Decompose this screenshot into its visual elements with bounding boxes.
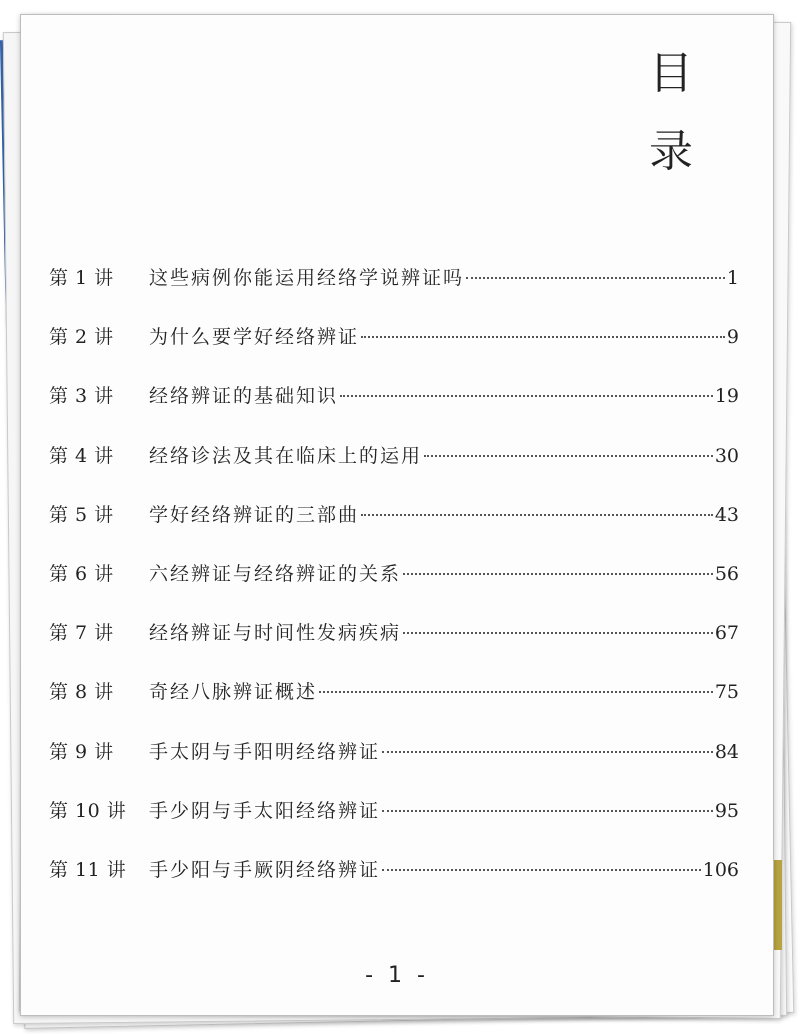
toc-entry xyxy=(49,855,739,914)
toc-page-number: 67 xyxy=(714,622,739,645)
toc-page-number: 95 xyxy=(714,799,739,822)
toc-leader xyxy=(340,395,713,397)
toc-entry xyxy=(49,796,739,855)
toc-page-number: 84 xyxy=(714,740,739,763)
toc-chapter: 第 10 讲 xyxy=(49,799,127,822)
toc-title: 手太阴与手阳明经络辨证 xyxy=(149,740,381,763)
toc-chapter: 第 11 讲 xyxy=(49,858,127,881)
toc-entry xyxy=(49,263,739,322)
toc-leader xyxy=(424,455,713,457)
toc-title: 经络辨证的基础知识 xyxy=(149,385,339,408)
table-of-contents xyxy=(49,263,739,914)
toc-leader xyxy=(319,691,713,693)
toc-title: 这些病例你能运用经络学说辨证吗 xyxy=(149,267,465,289)
toc-title: 为什么要学好经络辨证 xyxy=(149,326,360,349)
toc-leader xyxy=(361,514,713,516)
toc-chapter: 第 8 讲 xyxy=(49,681,114,704)
toc-entry xyxy=(49,322,739,381)
toc-leader xyxy=(466,277,725,279)
toc-chapter: 第 1 讲 xyxy=(49,267,114,289)
toc-page-number: 9 xyxy=(726,326,739,349)
toc-entry xyxy=(49,618,739,677)
toc-leader xyxy=(382,869,701,871)
toc-page-number: 1 xyxy=(726,267,739,289)
toc-title: 经络辨证与时间性发病疾病 xyxy=(149,622,402,645)
toc-title: 学好经络辨证的三部曲 xyxy=(149,503,360,526)
page-number: - 1 - xyxy=(365,963,429,988)
toc-page xyxy=(20,14,774,1016)
toc-title: 手少阴与手太阳经络辨证 xyxy=(149,799,381,822)
title-char: 录 xyxy=(649,126,693,177)
toc-entry xyxy=(49,737,739,796)
toc-chapter: 第 4 讲 xyxy=(49,444,114,467)
title-char: 目 xyxy=(649,48,693,99)
toc-page-number: 19 xyxy=(714,385,739,408)
toc-chapter: 第 7 讲 xyxy=(49,622,114,645)
toc-leader xyxy=(361,336,725,338)
toc-leader xyxy=(403,573,713,575)
toc-entry xyxy=(49,677,739,736)
toc-entry xyxy=(49,500,739,559)
toc-entry xyxy=(49,559,739,618)
toc-page-number: 75 xyxy=(714,681,739,704)
toc-chapter: 第 2 讲 xyxy=(49,326,114,349)
toc-chapter: 第 5 讲 xyxy=(49,503,114,526)
toc-page-number: 30 xyxy=(714,444,739,467)
toc-page-number: 43 xyxy=(714,503,739,526)
toc-leader xyxy=(382,751,713,753)
toc-entry xyxy=(49,381,739,440)
toc-page-number: 106 xyxy=(702,858,739,881)
toc-entry xyxy=(49,441,739,500)
toc-chapter: 第 3 讲 xyxy=(49,385,114,408)
page-title xyxy=(641,35,701,191)
toc-title: 经络诊法及其在临床上的运用 xyxy=(149,444,423,467)
toc-chapter: 第 6 讲 xyxy=(49,562,114,585)
toc-title: 奇经八脉辨证概述 xyxy=(149,681,318,704)
toc-leader xyxy=(382,810,713,812)
toc-title: 六经辨证与经络辨证的关系 xyxy=(149,562,402,585)
toc-title: 手少阳与手厥阴经络辨证 xyxy=(149,858,381,881)
toc-page-number: 56 xyxy=(714,562,739,585)
toc-leader xyxy=(403,632,713,634)
toc-chapter: 第 9 讲 xyxy=(49,740,114,763)
